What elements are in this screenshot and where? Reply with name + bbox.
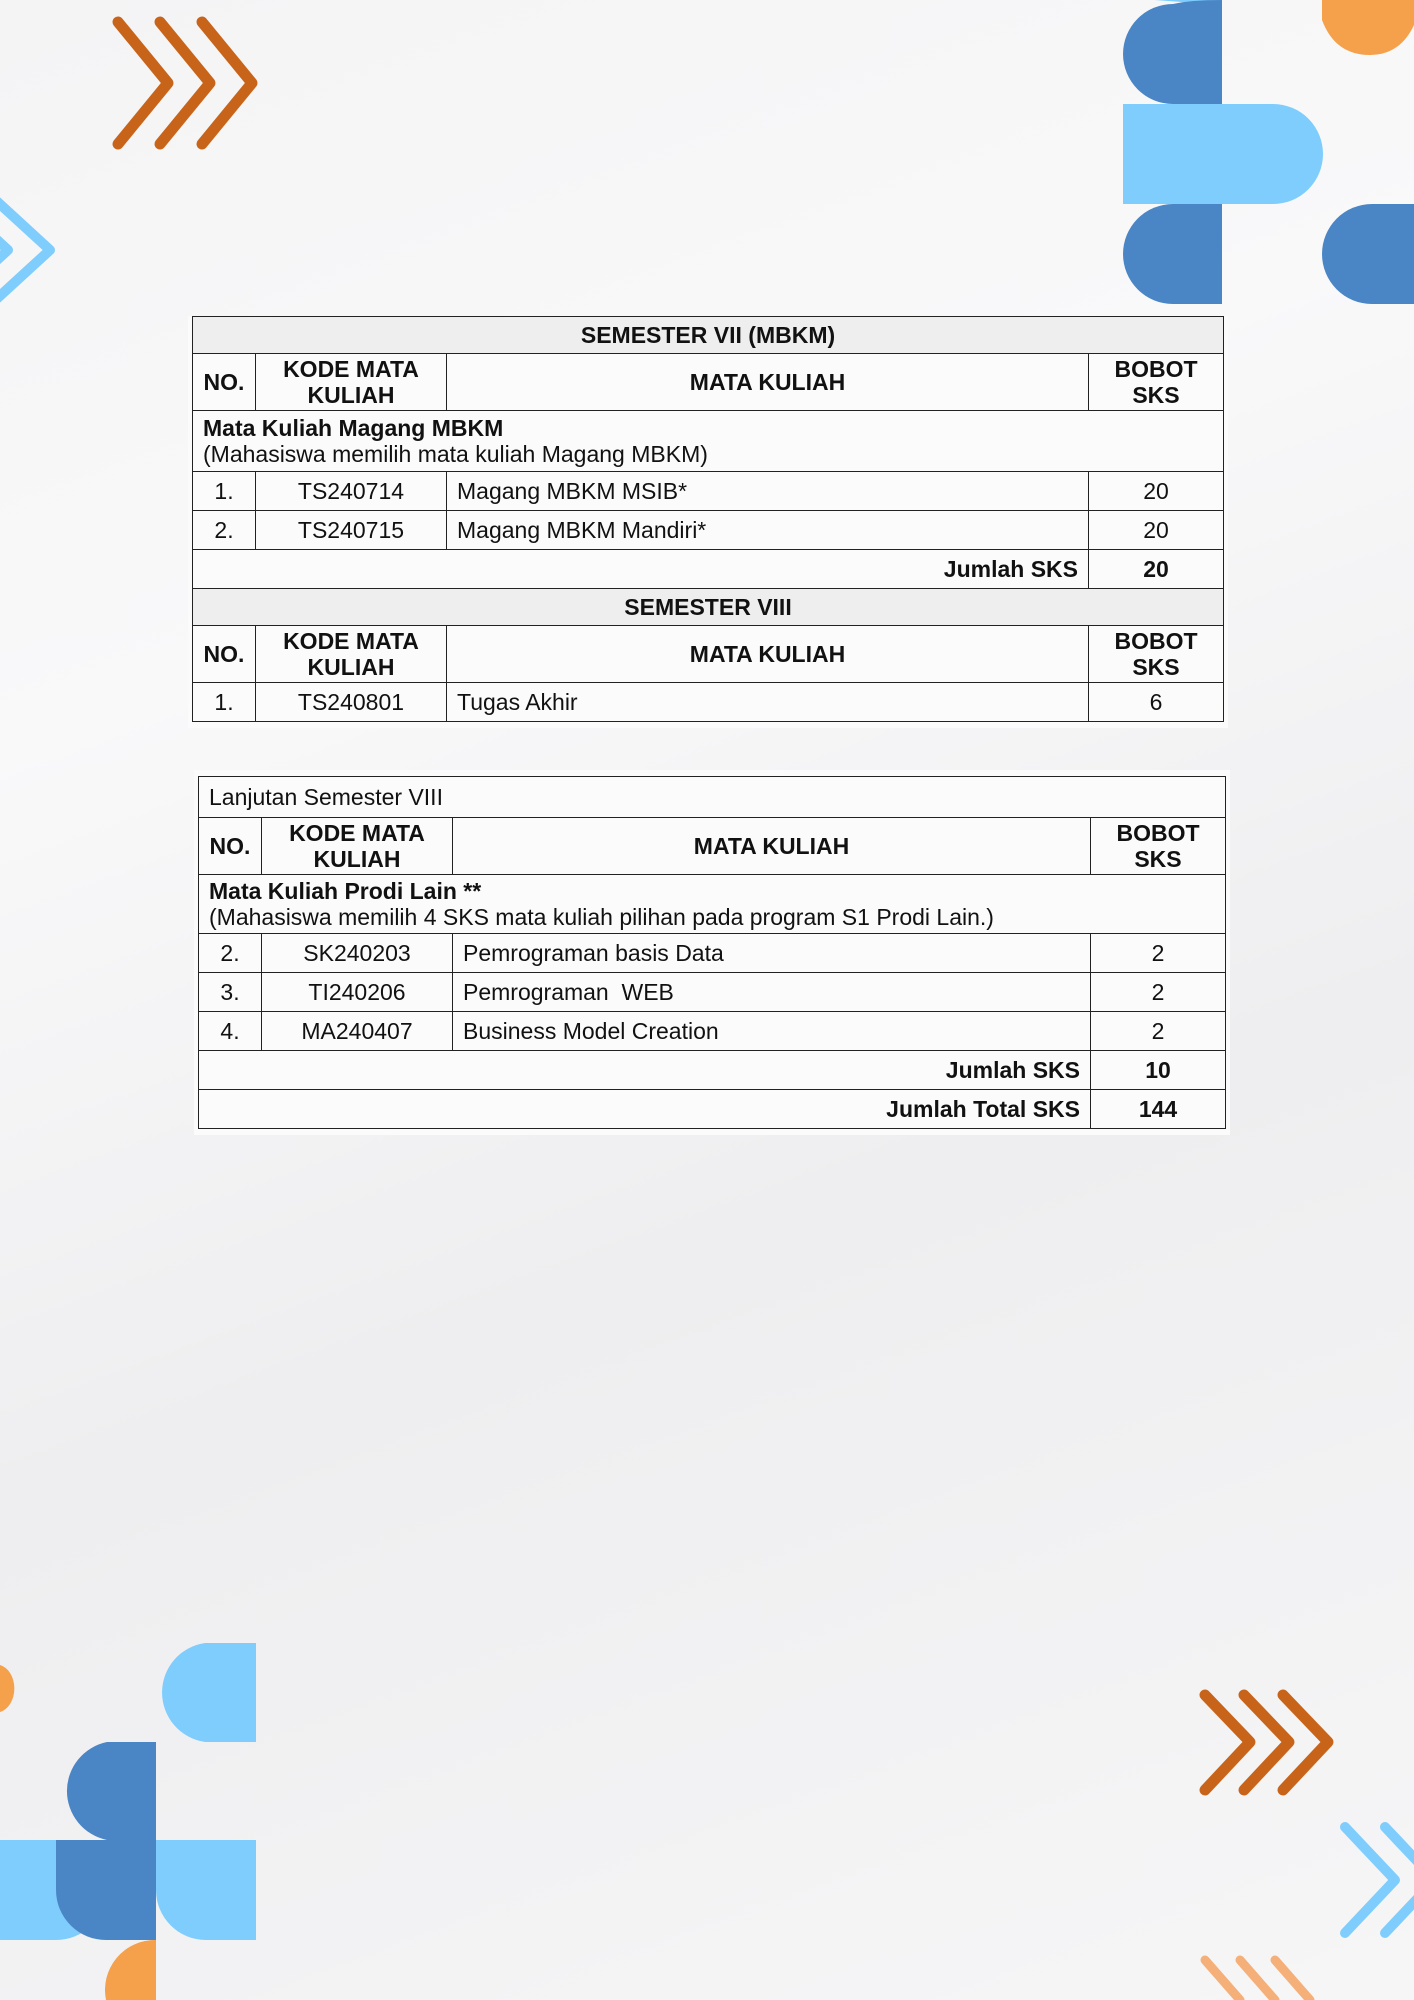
row-kode: MA240407 [262,1012,453,1051]
total-value: 144 [1091,1090,1226,1129]
row-sks: 2 [1091,973,1226,1012]
header-kode: KODE MATA KULIAH [262,818,453,875]
row-matkul: Magang MBKM MSIB* [447,472,1089,511]
curriculum-table-a [192,316,1224,722]
header-mata-kuliah: MATA KULIAH [447,626,1089,683]
row-no: 1. [193,472,256,511]
header-bobot: BOBOT SKS [1089,354,1224,411]
header-bobot: BOBOT SKS [1091,818,1226,875]
chevron-icon-top-left [118,22,252,144]
row-kode: TS240801 [256,683,447,722]
table-row [199,934,1226,973]
semester-8-title: SEMESTER VIII [193,589,1224,626]
row-matkul: Pemrograman WEB [453,973,1091,1012]
group-note: (Mahasiswa memilih 4 SKS mata kuliah pilihan pada program S1 Prodi Lain.) [209,904,994,930]
header-no: NO. [193,354,256,411]
row-sks: 2 [1091,1012,1226,1051]
table-lanjutan-semester-8 [194,770,1230,1135]
sum-label: Jumlah SKS [199,1051,1091,1090]
stripes-bottom-right [1205,1960,1310,2000]
row-matkul: Magang MBKM Mandiri* [447,511,1089,550]
sum-value: 10 [1091,1051,1226,1090]
row-matkul: Business Model Creation [453,1012,1091,1051]
row-sks: 2 [1091,934,1226,973]
chevron-icon-bottom-right [1205,1695,1328,1790]
row-kode: TS240714 [256,472,447,511]
header-kode: KODE MATA KULIAH [256,626,447,683]
row-sks: 20 [1089,472,1224,511]
sum-label: Jumlah SKS [193,550,1089,589]
row-kode: TI240206 [262,973,453,1012]
group-title: Mata Kuliah Magang MBKM [203,414,504,441]
group-title: Mata Kuliah Prodi Lain ** [209,877,482,904]
top-right-shapes [1123,0,1414,304]
row-no: 2. [193,511,256,550]
row-matkul: Tugas Akhir [447,683,1089,722]
sum-value: 20 [1089,550,1224,589]
header-no: NO. [193,626,256,683]
row-sks: 20 [1089,511,1224,550]
table-row [199,973,1226,1012]
row-no: 4. [199,1012,262,1051]
row-kode: TS240715 [256,511,447,550]
row-no: 3. [199,973,262,1012]
group-prodi-lain [199,875,1226,934]
bottom-left-shapes [0,1643,256,2000]
row-no: 1. [193,683,256,722]
header-mata-kuliah: MATA KULIAH [447,354,1089,411]
row-matkul: Pemrograman basis Data [453,934,1091,973]
row-kode: SK240203 [262,934,453,973]
group-note: (Mahasiswa memilih mata kuliah Magang MBKM) [203,441,708,467]
header-no: NO. [199,818,262,875]
header-mata-kuliah: MATA KULIAH [453,818,1091,875]
table-row [193,683,1224,722]
curriculum-table-b [198,776,1226,1129]
table-row [193,472,1224,511]
header-bobot: BOBOT SKS [1089,626,1224,683]
header-kode: KODE MATA KULIAH [256,354,447,411]
table-row [199,1012,1226,1051]
row-no: 2. [199,934,262,973]
table-semester-7-8 [188,316,1228,728]
lanjutan-title: Lanjutan Semester VIII [199,777,1226,818]
total-label: Jumlah Total SKS [199,1090,1091,1129]
group-magang [193,411,1224,472]
chevron-icon-left [0,195,50,305]
semester-7-title: SEMESTER VII (MBKM) [193,317,1224,354]
table-row [193,511,1224,550]
chevron-icon-bottom-right-blue [1345,1827,1414,1933]
row-sks: 6 [1089,683,1224,722]
